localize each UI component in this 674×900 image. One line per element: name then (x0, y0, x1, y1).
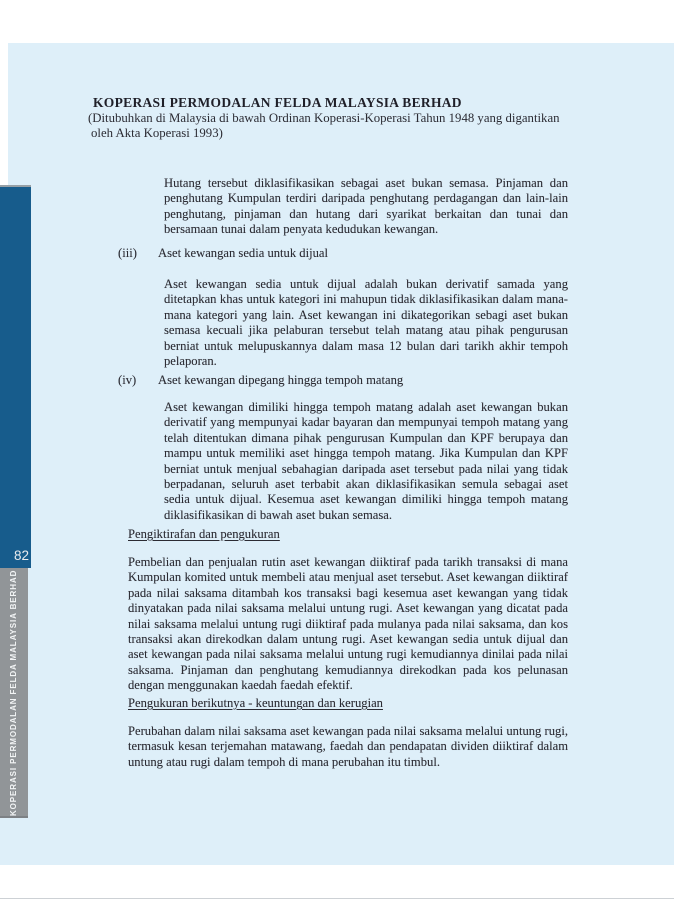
page-left-margin (0, 43, 8, 185)
list-item-iii (118, 246, 328, 261)
paragraph-recognition: Pembelian dan penjualan rutin aset kewangan diiktiraf pada tarikh transaksi di mana Kumpulan komited untuk membeli atau menjual aset tersebut. Aset kewangan diiktiraf pada nilai saksama ditambah kos transaksi bagi kesemua aset kewangan yang tidak dinyatakan pada nilai saksama melalui untung rugi. Aset kewangan yang dicatat pada nilai saksama melalui untung rugi diiktiraf pada mulanya pada nilai saksama, dan kos transaksi akan direkodkan dalam untung rugi. Aset kewangan sedia untuk dijual dan aset kewangan pada nilai saksama melalui untung rugi kemudiannya dinilai pada nilai saksama. Pinjaman dan penghutang kemudiannya direkodkan pada kos pelunasan dengan menggunakan kaedah faedah efektif. (128, 555, 568, 693)
paragraph-iii: Aset kewangan sedia untuk dijual adalah bukan derivatif samada yang ditetapkan khas untuk kategori ini mahupun tidak diklasifikasikan dalam mana-mana kategori yang lain. Aset kewangan ini dikategorikan sebagi aset bukan semasa kecuali jika pelaburan tersebut telah matang atau pihak pengurusan berniat untuk melupuskannya dalam masa 12 bulan dari tarikh akhir tempoh pelaporan. (164, 277, 568, 369)
list-item-label: (iii) (118, 246, 137, 260)
book-title-vertical: KOPERASI PERMODALAN FELDA MALAYSIA BERHAD (9, 569, 18, 816)
page-subtitle-line-1: (Ditubuhkan di Malaysia di bawah Ordinan Koperasi-Koperasi Tahun 1948 yang digantikan (88, 111, 560, 125)
list-item-heading: Aset kewangan dipegang hingga tempoh matang (158, 373, 404, 387)
paragraph-iv: Aset kewangan dimiliki hingga tempoh matang adalah aset kewangan bukan derivatif yang mempunyai kadar bayaran dan mempunyai tempoh matang yang telah ditentukan dimana pihak pengurusan Kumpulan dan KPF berupaya dan mampu untuk memiliki aset hingga tempoh matang. Jika Kumpulan dan KPF berniat untuk menjual sebahagian daripada aset tersebut pada nilai yang tidak berpadanan, seluruh aset terbabit akan diklasifikasikan semula sebagai aset sedia untuk dijual. Kesemua aset kewangan dimiliki hingga tempoh matang diklasifikasikan di bawah aset bukan semasa. (164, 400, 568, 522)
paragraph-intro: Hutang tersebut diklasifikasikan sebagai aset bukan semasa. Pinjaman dan penghutang Kumpulan terdiri daripada penghutang perdagangan dan lain-lain penghutang, pinjaman dan hutang dari syarikat berkaitan dan tunai dan bersamaan tunai dalam penyata kedudukan kewangan. (164, 176, 568, 237)
section-heading-recognition: Pengiktirafan dan pengukuran (128, 527, 280, 541)
page-subtitle-line-2: oleh Akta Koperasi 1993) (91, 126, 223, 140)
section-heading-subsequent-measurement: Pengukuran berikutnya - keuntungan dan kerugian (128, 696, 383, 710)
list-item-label: (iv) (118, 373, 137, 387)
list-item-heading: Aset kewangan sedia untuk dijual (158, 246, 328, 260)
page-number: 82 (13, 548, 29, 563)
list-item-iv (118, 373, 403, 388)
page-subtitle (88, 111, 560, 141)
page-title: KOPERASI PERMODALAN FELDA MALAYSIA BERHAD (93, 95, 462, 110)
paragraph-subsequent-measurement: Perubahan dalam nilai saksama aset kewangan pada nilai saksama melalui untung rugi, termasuk kesan terjemahan matawang, faedah dan pendapatan dividen diiktiraf dalam untung atau rugi dalam tempoh di mana perubahan itu timbul. (128, 724, 568, 769)
page-number-band (0, 185, 31, 568)
page-bottom-edge (0, 898, 674, 899)
